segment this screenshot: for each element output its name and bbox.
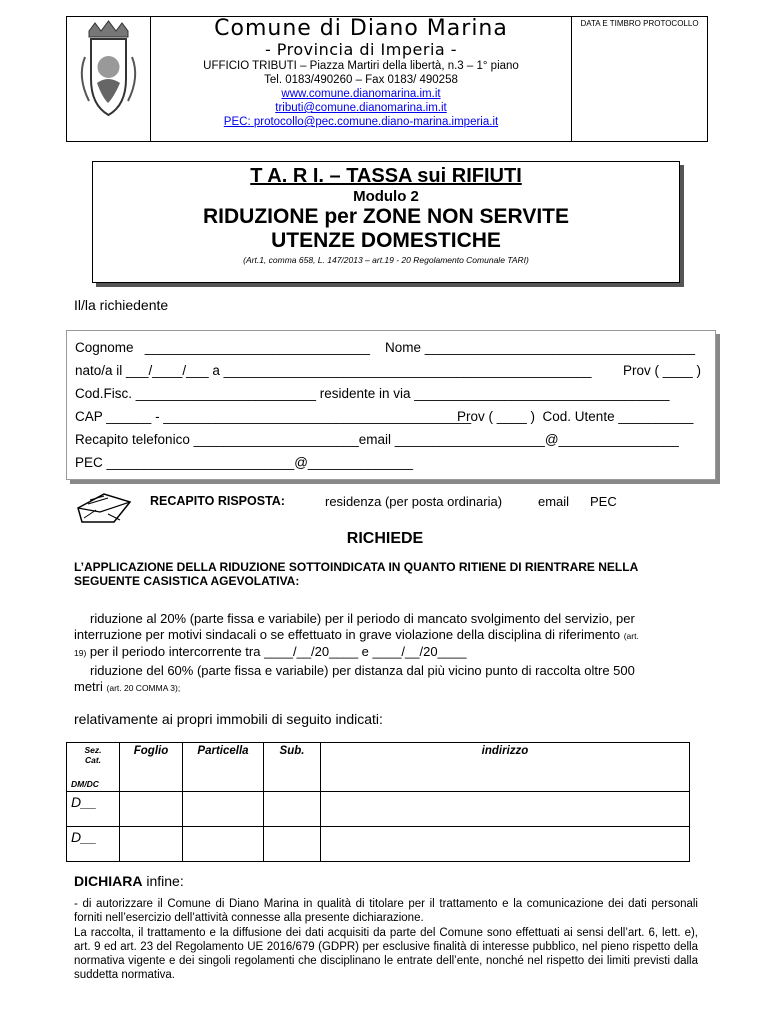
header-indirizzo: indirizzo [321,743,690,792]
cognome-field[interactable]: Cognome ______________________________ [75,340,371,355]
comune-name: Comune di Diano Marina [214,16,508,41]
website-link[interactable]: www.comune.dianomarina.im.it [281,88,441,100]
applicazione-text: L’APPLICAZIONE DELLA RIDUZIONE SOTTOINDICATA IN QUANTO RITIENE DI RIENTRARE NELLA SEGUENTE CASISTICA AGEVOLATIVA: [74,560,638,588]
row2-foglio[interactable] [120,827,183,862]
riduzione-20-line1: riduzione al 20% (parte fissa e variabile) per il periodo di mancato svolgimento del servizio, per [90,611,635,626]
row1-foglio[interactable] [120,792,183,827]
dichiarazione-autorizzo: - di autorizzare il Comune di Diano Marina in qualità di titolare per il trattamento e la comunicazione dei dati personali forniti nell’esercizio dell’attività connesse alla presente dichiarazione. [74,898,698,924]
riduzione-20-line3-wrap [74,644,714,661]
header-sub: Sub. [264,743,321,792]
nascita-field[interactable]: nato/a il ___/____/___ a _________________________________________________ [75,363,592,378]
riduzione-20-ref2: 19) [74,648,87,658]
title-modulo: Modulo 2 [353,188,419,205]
row2-indirizzo[interactable] [321,827,690,862]
protocol-stamp-area: DATA E TIMBRO PROTOCOLLO [580,19,699,28]
table-row [67,827,690,862]
row1-particella[interactable] [183,792,264,827]
recapito-label: RECAPITO RISPOSTA: [150,494,285,508]
row1-indirizzo[interactable] [321,792,690,827]
header-particella: Particella [183,743,264,792]
immobili-table [66,742,690,862]
dichiara-rest: infine: [146,873,184,889]
riduzione-60-option[interactable] [74,663,714,696]
header-sez-cat [67,743,120,792]
title-riduzione: RIDUZIONE per ZONE NON SERVITE [203,205,569,228]
title-utenze: UTENZE DOMESTICHE [271,229,501,252]
coat-of-arms-icon [67,17,150,141]
row1-sez[interactable]: D__ [67,792,120,827]
nascita-prov-field[interactable]: Prov ( ____ ) [623,363,702,378]
table-row [67,792,690,827]
recapito-email-option[interactable]: email [538,494,570,509]
codfisc-residenza-field[interactable]: Cod.Fisc. ________________________ residente in via __________________________________ [75,386,670,401]
recapito-pec-option[interactable]: PEC [590,494,617,509]
title-main: T A. R I. – TASSA sui RIFIUTI [250,165,522,187]
applicant-form [66,330,716,480]
header-dm: DM/DC [71,779,99,789]
header-cat: Cat. [84,755,102,765]
pec-field[interactable]: PEC _________________________@______________ [75,455,414,470]
table-header-row [67,743,690,792]
row2-particella[interactable] [183,827,264,862]
title-box [92,161,680,283]
riduzione-60-line2: metri [74,679,103,694]
riduzione-20-line2: interruzione per motivi sindacali o se effettuato in grave violazione della disciplina di riferimento [74,627,621,642]
nome-field[interactable]: Nome ____________________________________ [385,340,696,355]
relativamente-text: relativamente ai propri immobili di seguito indicati: [74,711,383,727]
crest-cell [67,17,151,141]
cap-field[interactable]: CAP ______ - _________________________________________ [75,409,472,424]
letterhead [66,16,708,142]
richiede-heading: RICHIEDE [346,530,424,547]
richiedente-label: Il/la richiedente [74,297,169,313]
riduzione-20-option[interactable] [74,611,714,661]
riduzione-20-ref: (art. [623,631,639,641]
dichiarazione-privacy: La raccolta, il trattamento e la diffusione dei dati acquisiti da parte del Comune sono effettuati ai sensi dell’art. 6, lett. e), art. 9 ed art. 23 del Regolamento UE 2016/679 (GDPR) per esclusive finalità di interesse pubblico, nel pieno rispetto della normativa vigente e dei singoli regolamenti che disciplinano le entrate dell’ente, nonché nel rispetto dei limiti previsti dalla suddetta normativa. [74,927,698,981]
header-foglio: Foglio [120,743,183,792]
riduzione-20-periodo: per il periodo intercorrente tra ____/__/20____ e ____/__/20____ [89,644,467,659]
row2-sub[interactable] [264,827,321,862]
riduzione-60-line1: riduzione del 60% (parte fissa e variabile) per distanza dal più vicino punto di raccolta oltre 500 [90,663,635,678]
riduzione-20-line2-wrap [74,627,714,644]
email-link[interactable]: tributi@comune.dianomarina.im.it [275,102,447,114]
ufficio: UFFICIO TRIBUTI – Piazza Martiri della libertà, n.3 – 1° piano [203,60,519,72]
riduzione-60-ref: (art. 20 COMMA 3); [106,683,181,693]
dichiara-bold: DICHIARA [74,873,143,889]
row2-sez[interactable]: D__ [67,827,120,862]
prov-utente-field[interactable]: Prov ( ____ ) Cod. Utente __________ [457,409,694,424]
row1-sub[interactable] [264,792,321,827]
pec-label: PEC: [223,116,251,128]
telefono-email-field[interactable]: Recapito telefonico ______________________email ____________________@________________ [75,432,679,447]
envelope-icon [74,488,134,528]
title-legal-ref: (Art.1, comma 658, L. 147/2013 – art.19 - 20 Regolamento Comunale TARI) [243,255,529,265]
pec-link[interactable]: protocollo@pec.comune.diano-marina.imperia.it [253,116,499,128]
riduzione-60-line2-wrap [74,679,714,696]
header-sez: Sez. [84,745,102,755]
pec-line [151,115,571,129]
dichiara-heading [74,873,184,889]
provincia: - Provincia di Imperia - [264,40,458,59]
letterhead-center [151,17,572,141]
telefono: Tel. 0183/490260 – Fax 0183/ 490258 [264,74,458,86]
recapito-residenza-option[interactable]: residenza (per posta ordinaria) [325,494,503,509]
